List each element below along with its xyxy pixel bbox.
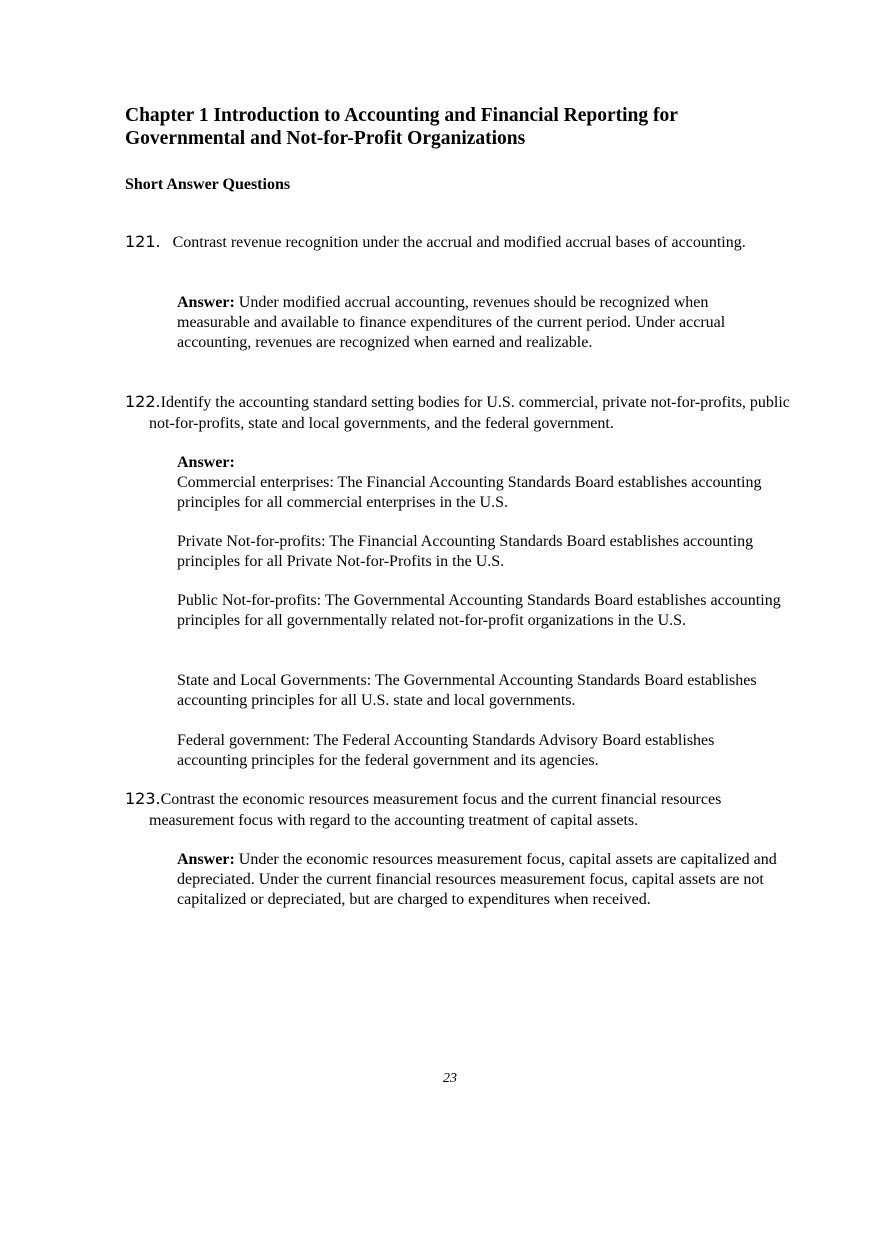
answer-text: Under the economic resources measurement focus, capital assets are capitalized and depreciated. Under the current financial resources measurement focus, capital assets are not capitalized or depreciated, but are charged to expenditures when received. — [177, 851, 777, 908]
answer-label: Answer: — [177, 851, 235, 868]
section-title: Short Answer Questions — [125, 176, 291, 193]
answer-122-label — [177, 453, 782, 473]
question-number: 121. — [125, 232, 161, 251]
page-number: 23 — [443, 1071, 457, 1086]
answer-label: Answer: — [177, 454, 235, 471]
question-text: Identify the accounting standard setting bodies for U.S. commercial, private not-for-profits, public not-for-profits, state and local governments, and the federal government. — [149, 394, 790, 432]
question-text: Contrast revenue recognition under the accrual and modified accrual bases of accounting. — [172, 234, 746, 251]
question-121 — [125, 232, 809, 254]
question-123 — [125, 789, 809, 831]
answer-121 — [177, 293, 782, 353]
answer-122-paragraph: Commercial enterprises: The Financial Accounting Standards Board establishes accounting principles for all commercial enterprises in the U.S. — [177, 474, 762, 511]
answer-122-paragraph: State and Local Governments: The Governmental Accounting Standards Board establishes accounting principles for all U.S. state and local governments. — [177, 672, 757, 709]
question-number: 122. — [125, 392, 161, 411]
question-text: Contrast the economic resources measurement focus and the current financial resources measurement focus with regard to the accounting treatment of capital assets. — [149, 791, 722, 829]
answer-label: Answer: — [177, 294, 235, 311]
question-122 — [125, 392, 809, 434]
answer-text: Under modified accrual accounting, revenues should be recognized when measurable and available to finance expenditures of the current period. Under accrual accounting, revenues are recognized when earned and realizable. — [177, 294, 726, 351]
answer-122-paragraph: Federal government: The Federal Accounting Standards Advisory Board establishes accounting principles for the federal government and its agencies. — [177, 732, 715, 769]
answer-123 — [177, 850, 782, 910]
answer-122-paragraph: Public Not-for-profits: The Governmental Accounting Standards Board establishes accounting principles for all governmentally related not-for-profit organizations in the U.S. — [177, 592, 781, 629]
answer-122-paragraph: Private Not-for-profits: The Financial Accounting Standards Board establishes accounting principles for all Private Not-for-Profits in the U.S. — [177, 533, 754, 570]
chapter-title: Chapter 1 Introduction to Accounting and Financial Reporting for Governmental and Not-for-Profit Organizations — [125, 105, 678, 149]
question-number: 123. — [125, 789, 161, 808]
